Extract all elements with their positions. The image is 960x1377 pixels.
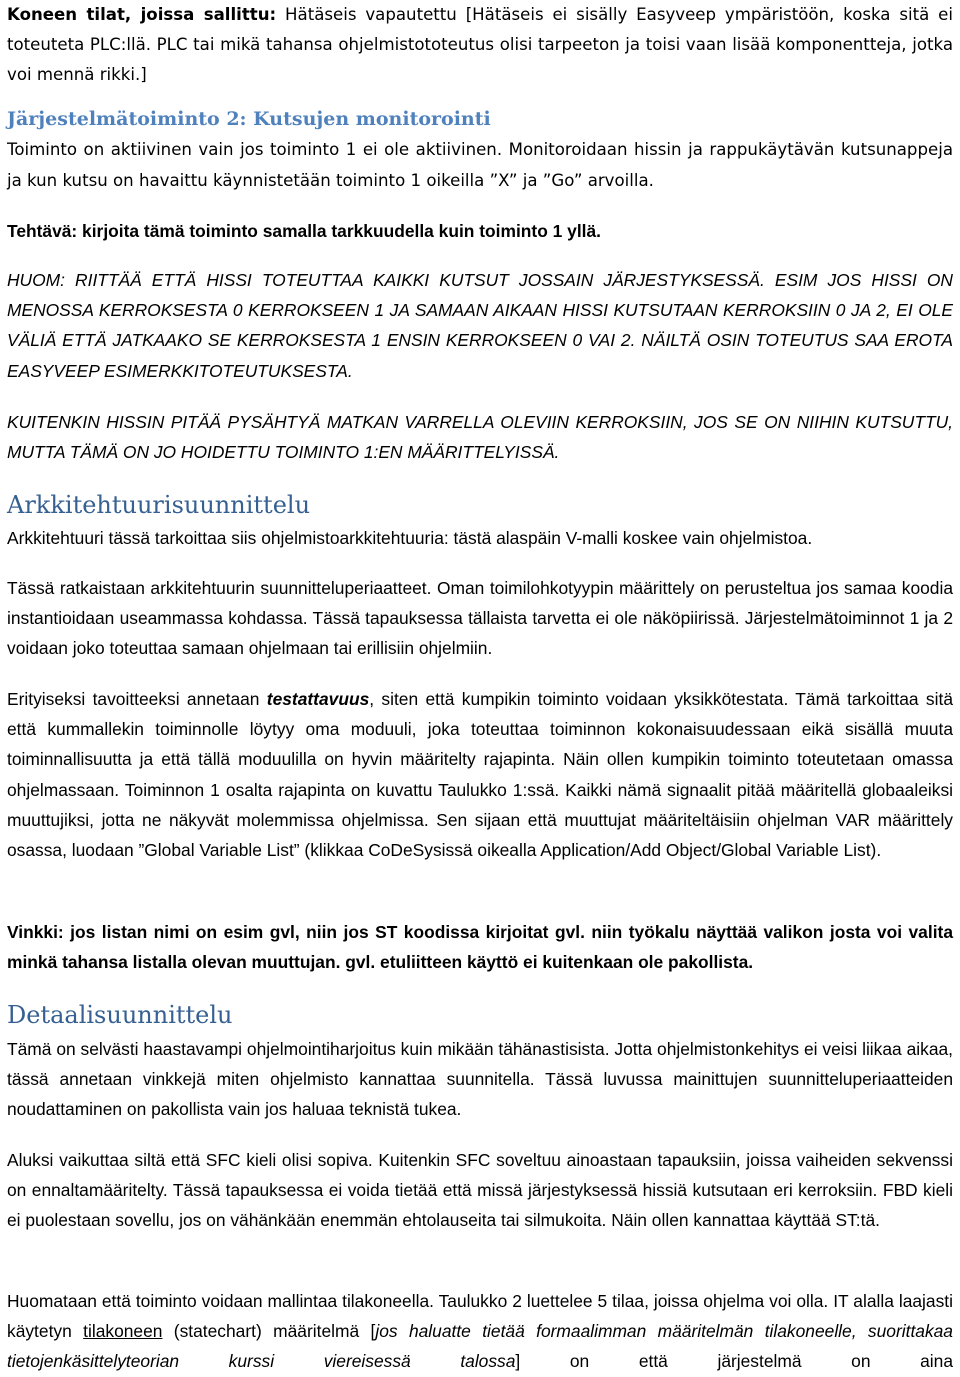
- detail-p3-end: ] on että järjestelmä on aina: [515, 1351, 953, 1372]
- function2-heading: Järjestelmätoiminto 2: Kutsujen monitorointi: [7, 108, 491, 130]
- function2-description: [7, 134, 953, 196]
- statechart-link[interactable]: tilakoneen: [83, 1321, 163, 1342]
- note-paragraph-2: KUITENKIN HISSIN PITÄÄ PYSÄHTYÄ MATKAN VARRELLA OLEVIIN KERROKSIIN, JOS SE ON NIIHIN KUTSUTTU, MUTTA TÄMÄ ON JO HOIDETTU TOIMINTO 1:EN MÄÄRITTELYISSÄ.: [7, 412, 953, 463]
- testability-emphasis: testattavuus: [266, 689, 370, 709]
- architecture-paragraph-2: Tässä ratkaistaan arkkitehtuurin suunnitteluperiaatteet. Oman toimilohkotyypin määrittely on perusteltua jos samaa koodia instantioidaan useammassa kohdassa. Tässä tapauksessa tällaista tarvetta ei ole näköpiirissä. Järjestelmätoiminnot 1 ja 2 voidaan joko toteuttaa samaan ohjelmaan tai erillisiin ohjelmiin.: [7, 578, 953, 659]
- detail-paragraph-1: Tämä on selvästi haastavampi ohjelmointiharjoitus kuin mikään tähänastisista. Jotta ohjelmistonkehitys ei veisi liikaa aikaa, tässä annetaan vinkkejä miten ohjelmisto kannattaa suunnitella. Tässä luvussa mainittujen suunnitteluperiaatteiden noudattaminen on pakollista vain jos haluaa teknistä tukea.: [7, 1039, 953, 1120]
- function2-desc-second: Monitoroidaan hissin ja rappukäytävän kutsunappeja ja kun kutsu on havaittu käynnistetään toiminto 1 oikeilla ”X” ja ”Go” arvoilla.: [7, 140, 953, 191]
- architecture-paragraph-1: Arkkitehtuuri tässä tarkoittaa siis ohjelmistoarkkitehtuuria: tästä alaspäin V-malli koskee vain ohjelmistoa.: [7, 528, 813, 548]
- machine-states-label: Koneen tilat, joissa sallittu:: [7, 5, 277, 24]
- detail-paragraph-2: Aluksi vaikuttaa siltä että SFC kieli olisi sopiva. Kuitenkin SFC soveltuu ainoastaan tapauksiin, joissa vaiheiden sekvenssi on ennaltamääritelty. Tässä tapauksessa ei voida tietää että missä järjestyksessä hissiä kutsutaan eri kerroksiin. FBD kieli ei puolestaan sovellu, jos on vähänkään enemmän ehtolauseita tai silmukoita. Näin ollen kannattaa käyttää ST:tä.: [7, 1150, 953, 1231]
- note-paragraph-1: HUOM: RIITTÄÄ ETTÄ HISSI TOTEUTTAA KAIKKI KUTSUT JOSSAIN JÄRJESTYKSESSÄ. ESIM JOS HISSI ON MENOSSA KERROKSESTA 0 KERROKSEEN 1 JA SAMAAN AIKAAN HISSI KUTSUTAAN KERROKSIIN 0 JA 2, EI OLE VÄLIÄ ETTÄ JATKAAKO SE KERROKSESTA 1 ENSIN KERROKSEEN 0 VAI 2. NÄILTÄ OSIN TOTEUTUS SAA EROTA EASYVEEP ESIMERKKITOTEUTUKSESTA.: [7, 270, 953, 381]
- machine-states-paragraph: [7, 0, 953, 91]
- tip-paragraph: Vinkki: jos listan nimi on esim gvl, niin jos ST koodissa kirjoitat gvl. niin työkalu näyttää valikon josta voi valita minkä tahansa listalla olevan muuttujan. gvl. etuliitteen käyttö ei kuitenkaan ole pakollista.: [7, 922, 953, 973]
- architecture-heading: Arkkitehtuurisuunnittelu: [7, 491, 311, 519]
- detail-paragraph-3: [7, 1286, 953, 1377]
- detail-design-heading: Detaalisuunnittelu: [7, 1001, 233, 1029]
- architecture-p3-start: Erityiseksi tavoitteeksi annetaan: [7, 689, 267, 709]
- architecture-p3-rest: , siten että kumpikin toiminto voidaan yksikkötestata. Tämä tarkoittaa sitä että kummallekin toiminnolle löytyy oma moduuli, joka toteuttaa toiminnon kokonaisuudessaan eikä sisällä muuta toiminnallisuutta ja että tällä moduulilla on hyvin määritelty rajapinta. Näin ollen kumpikin toiminto toteutetaan omassa ohjelmassaan. Toiminnon 1 osalta rajapinta on kuvattu Taulukko 1:ssä. Kaikki nämä signaalit pitää määritellä globaaleiksi muuttujiksi, jotta ne näkyvät molemmissa ohjelmissa. Sen sijaan että muuttujat määriteltäisiin ohjelman VAR määrittely osassa, luodaan ”Global Variable List” (klikkaa CoDeSysissä oikealla Application/Add Object/Global Variable List).: [7, 689, 953, 861]
- detail-p3-start: Huomataan että toiminto voidaan mallintaa tilakoneella. Taulukko 2 luettelee 5 tilaa, joissa ohjelma voi olla. IT alalla laajasti käytetyn: [7, 1291, 953, 1342]
- detail-p3-italic: jos haluatte tietää formaalimman määritelmän tilakoneelle, suorittakaa tietojenkäsittelyteorian kurssi viereisessä talossa: [7, 1321, 953, 1372]
- function2-desc-first: Toiminto on aktiivinen vain jos toiminto 1 ei ole aktiivinen.: [7, 140, 503, 159]
- detail-p3-middle: (statechart) määritelmä [: [162, 1321, 376, 1342]
- machine-states-text: Hätäseis vapautettu [Hätäseis ei sisälly Easyveep ympäristöön, koska sitä ei toteuteta PLC:llä. PLC tai mikä tahansa ohjelmistototeutus olisi tarpeeton ja toisi vaan lisää komponentteja, jotka voi mennä rikki.]: [7, 5, 953, 85]
- task-paragraph: Tehtävä: kirjoita tämä toiminto samalla tarkkuudella kuin toiminto 1 yllä.: [7, 221, 602, 241]
- architecture-paragraph-3: [7, 684, 953, 865]
